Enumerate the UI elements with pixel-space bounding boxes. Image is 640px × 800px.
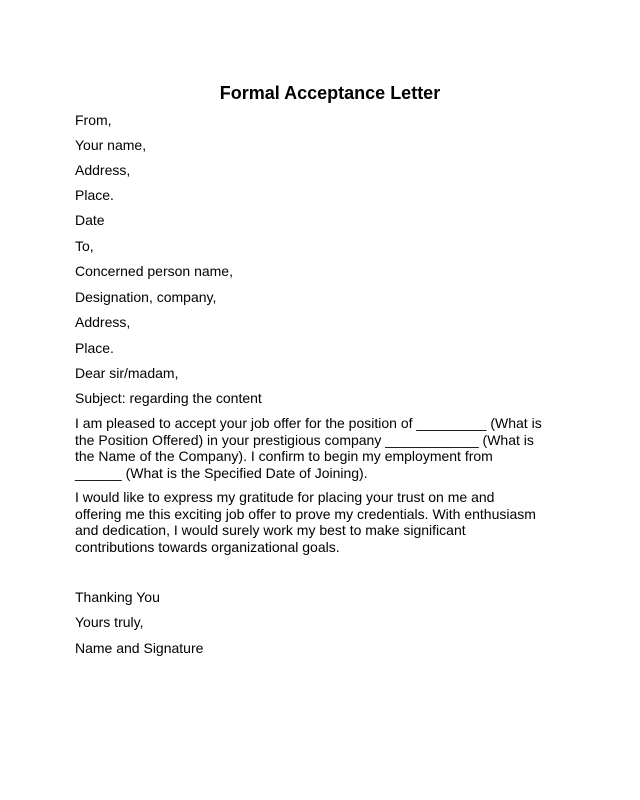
paragraph-line: contributions towards organizational goals. xyxy=(75,538,340,555)
recipient-designation: Designation, company, xyxy=(75,289,217,305)
sender-place: Place. xyxy=(75,187,114,203)
recipient-to-label: To, xyxy=(75,238,94,254)
sender-address: Address, xyxy=(75,162,131,178)
body-paragraph-2 xyxy=(75,489,536,555)
salutation: Dear sir/madam, xyxy=(75,365,179,381)
recipient-person: Concerned person name, xyxy=(75,263,233,279)
closing-thanks: Thanking You xyxy=(75,589,160,605)
letter-date: Date xyxy=(75,212,105,228)
closing-sign-off: Yours truly, xyxy=(75,614,144,630)
recipient-address: Address, xyxy=(75,314,131,330)
paragraph-line: I am pleased to accept your job offer for the position of _________ (What is xyxy=(75,415,542,431)
paragraph-line: and dedication, I would surely work my best to make significant xyxy=(75,522,466,538)
letter-title: Formal Acceptance Letter xyxy=(219,83,441,103)
subject-line: Subject: regarding the content xyxy=(75,390,262,406)
sender-name: Your name, xyxy=(75,137,147,153)
recipient-place: Place. xyxy=(75,340,114,356)
paragraph-line: ______ (What is the Specified Date of Joining). xyxy=(75,464,368,481)
paragraph-line: I would like to express my gratitude for placing your trust on me and xyxy=(75,489,495,505)
closing-signature: Name and Signature xyxy=(75,640,204,656)
body-paragraph-1 xyxy=(75,415,542,481)
paragraph-line: offering me this exciting job offer to prove my credentials. With enthusiasm xyxy=(75,505,536,522)
paragraph-line: the Position Offered) in your prestigious company ____________ (What is xyxy=(75,431,534,448)
sender-from-label: From, xyxy=(75,112,112,128)
paragraph-line: the Name of the Company). I confirm to begin my employment from xyxy=(75,448,493,464)
